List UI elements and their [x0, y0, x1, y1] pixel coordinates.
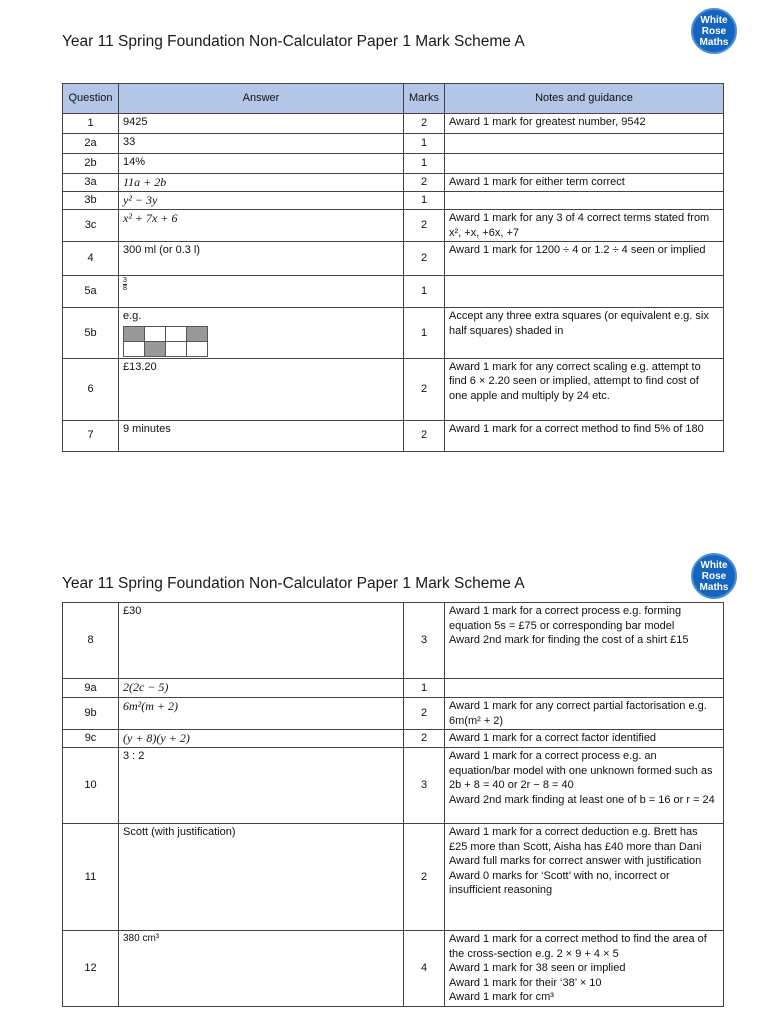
table-row — [63, 603, 724, 679]
question-number: 3a — [63, 174, 119, 192]
notes-cell — [445, 154, 724, 174]
question-number: 8 — [63, 603, 119, 679]
notes-cell: Award 1 mark for a correct factor identified — [445, 730, 724, 748]
notes-cell: Award 1 mark for a correct process e.g. an equation/bar model with one unknown formed such as 2b + 8 = 40 or 2r − 8 = 40 Award 2nd mark finding at least one of b = 16 or r = 24 — [445, 748, 724, 824]
mark-scheme-page-2 — [0, 542, 768, 1024]
logo-word-2: Rose — [701, 571, 727, 582]
header-notes: Notes and guidance — [445, 84, 724, 114]
marks-cell: 1 — [404, 276, 445, 308]
table-row — [63, 824, 724, 931]
notes-cell: Accept any three extra squares (or equivalent e.g. six half squares) shaded in — [445, 308, 724, 359]
answer-cell: £30 — [119, 603, 404, 679]
question-number: 6 — [63, 358, 119, 420]
table-row — [63, 358, 724, 420]
white-rose-maths-logo-icon — [691, 8, 737, 54]
table-row — [63, 679, 724, 698]
shaded-grid-diagram — [123, 326, 208, 357]
marks-cell: 1 — [404, 308, 445, 359]
marks-cell: 1 — [404, 679, 445, 698]
grid-square-shaded — [145, 341, 166, 356]
white-rose-maths-logo-icon — [691, 553, 737, 599]
grid-square — [166, 341, 187, 356]
logo-word-1: White — [700, 560, 728, 571]
answer-text: e.g. — [123, 310, 142, 322]
page-title: Year 11 Spring Foundation Non-Calculator Paper 1 Mark Scheme A — [62, 33, 525, 50]
logo-word-3: Maths — [699, 582, 729, 593]
table-row — [63, 174, 724, 192]
answer-cell: 6m²(m + 2) — [119, 698, 404, 730]
question-number: 5b — [63, 308, 119, 359]
notes-cell: Award 1 mark for any 3 of 4 correct terms stated from x², +x, +6x, +7 — [445, 210, 724, 242]
header-marks: Marks — [404, 84, 445, 114]
table-header-row — [63, 84, 724, 114]
grid-square — [124, 341, 145, 356]
notes-cell: Award 1 mark for either term correct — [445, 174, 724, 192]
mark-scheme-table — [62, 83, 724, 452]
marks-cell: 2 — [404, 114, 445, 134]
notes-cell — [445, 679, 724, 698]
question-number: 9c — [63, 730, 119, 748]
grid-square — [145, 326, 166, 341]
notes-cell: Award 1 mark for any correct partial factorisation e.g. 6m(m² + 2) — [445, 698, 724, 730]
question-number: 12 — [63, 931, 119, 1007]
question-number: 3b — [63, 192, 119, 210]
question-number: 4 — [63, 242, 119, 276]
notes-cell: Award 1 mark for a correct process e.g. forming equation 5s = £75 or corresponding bar model Award 2nd mark for finding the cost of a shirt £15 — [445, 603, 724, 679]
answer-cell: 380 cm³ — [119, 931, 404, 1007]
table-row — [63, 698, 724, 730]
table-row — [63, 308, 724, 359]
grid-square — [187, 341, 208, 356]
answer-cell — [119, 308, 404, 359]
notes-cell — [445, 276, 724, 308]
fraction-denominator: 8 — [123, 285, 127, 292]
notes-cell: Award 1 mark for a correct method to find the area of the cross-section e.g. 2 × 9 + 4 × 5 Award 1 mark for 38 seen or implied Award 1 mark for their ‘38’ × 10 Award 1 mark for cm³ — [445, 931, 724, 1007]
question-number: 11 — [63, 824, 119, 931]
table-row — [63, 748, 724, 824]
question-number: 9a — [63, 679, 119, 698]
header-answer: Answer — [119, 84, 404, 114]
logo-word-3: Maths — [699, 37, 729, 48]
answer-cell: y² − 3y — [119, 192, 404, 210]
question-number: 3c — [63, 210, 119, 242]
marks-cell: 1 — [404, 192, 445, 210]
table-row — [63, 114, 724, 134]
table-row — [63, 931, 724, 1007]
notes-cell: Award 1 mark for greatest number, 9542 — [445, 114, 724, 134]
logo-word-2: Rose — [701, 26, 727, 37]
marks-cell: 2 — [404, 210, 445, 242]
header-question: Question — [63, 84, 119, 114]
logo-word-1: White — [700, 15, 728, 26]
answer-cell: x² + 7x + 6 — [119, 210, 404, 242]
marks-cell: 2 — [404, 358, 445, 420]
marks-cell: 3 — [404, 748, 445, 824]
marks-cell: 2 — [404, 242, 445, 276]
answer-cell: Scott (with justification) — [119, 824, 404, 931]
grid-square-shaded — [187, 326, 208, 341]
mark-scheme-page-1 — [0, 0, 768, 470]
notes-cell: Award 1 mark for any correct scaling e.g. attempt to find 6 × 2.20 seen or implied, attempt to find cost of one apple and multiply by 24 etc. — [445, 358, 724, 420]
table-row — [63, 242, 724, 276]
notes-cell: Award 1 mark for a correct deduction e.g. Brett has £25 more than Scott, Aisha has £40 more than Dani Award full marks for correct answer with justification Award 0 marks for ‘Scott’ with no, incorrect or insufficient reasoning — [445, 824, 724, 931]
table-row — [63, 192, 724, 210]
answer-cell: 9425 — [119, 114, 404, 134]
marks-cell: 1 — [404, 134, 445, 154]
question-number: 5a — [63, 276, 119, 308]
answer-cell: 11a + 2b — [119, 174, 404, 192]
answer-cell — [119, 276, 404, 308]
fraction-answer — [123, 277, 127, 292]
answer-cell: 300 ml (or 0.3 l) — [119, 242, 404, 276]
table-row — [63, 154, 724, 174]
answer-cell: 14% — [119, 154, 404, 174]
marks-cell: 2 — [404, 698, 445, 730]
marks-cell: 2 — [404, 174, 445, 192]
answer-cell: 9 minutes — [119, 420, 404, 451]
marks-cell: 2 — [404, 824, 445, 931]
question-number: 1 — [63, 114, 119, 134]
answer-cell: 2(2c − 5) — [119, 679, 404, 698]
table-row — [63, 420, 724, 451]
answer-cell: 33 — [119, 134, 404, 154]
question-number: 2a — [63, 134, 119, 154]
marks-cell: 2 — [404, 730, 445, 748]
grid-square — [166, 326, 187, 341]
mark-scheme-table — [62, 602, 724, 1007]
answer-cell: £13.20 — [119, 358, 404, 420]
notes-cell — [445, 134, 724, 154]
grid-square-shaded — [124, 326, 145, 341]
question-number: 9b — [63, 698, 119, 730]
page-title: Year 11 Spring Foundation Non-Calculator Paper 1 Mark Scheme A — [62, 575, 525, 592]
marks-cell: 1 — [404, 154, 445, 174]
question-number: 10 — [63, 748, 119, 824]
answer-cell: 3 : 2 — [119, 748, 404, 824]
table-row — [63, 134, 724, 154]
fraction-numerator: 3 — [123, 277, 127, 284]
notes-cell — [445, 192, 724, 210]
table-row — [63, 210, 724, 242]
question-number: 2b — [63, 154, 119, 174]
notes-cell: Award 1 mark for a correct method to find 5% of 180 — [445, 420, 724, 451]
marks-cell: 4 — [404, 931, 445, 1007]
table-row — [63, 276, 724, 308]
answer-cell: (y + 8)(y + 2) — [119, 730, 404, 748]
question-number: 7 — [63, 420, 119, 451]
table-row — [63, 730, 724, 748]
marks-cell: 3 — [404, 603, 445, 679]
notes-cell: Award 1 mark for 1200 ÷ 4 or 1.2 ÷ 4 seen or implied — [445, 242, 724, 276]
marks-cell: 2 — [404, 420, 445, 451]
